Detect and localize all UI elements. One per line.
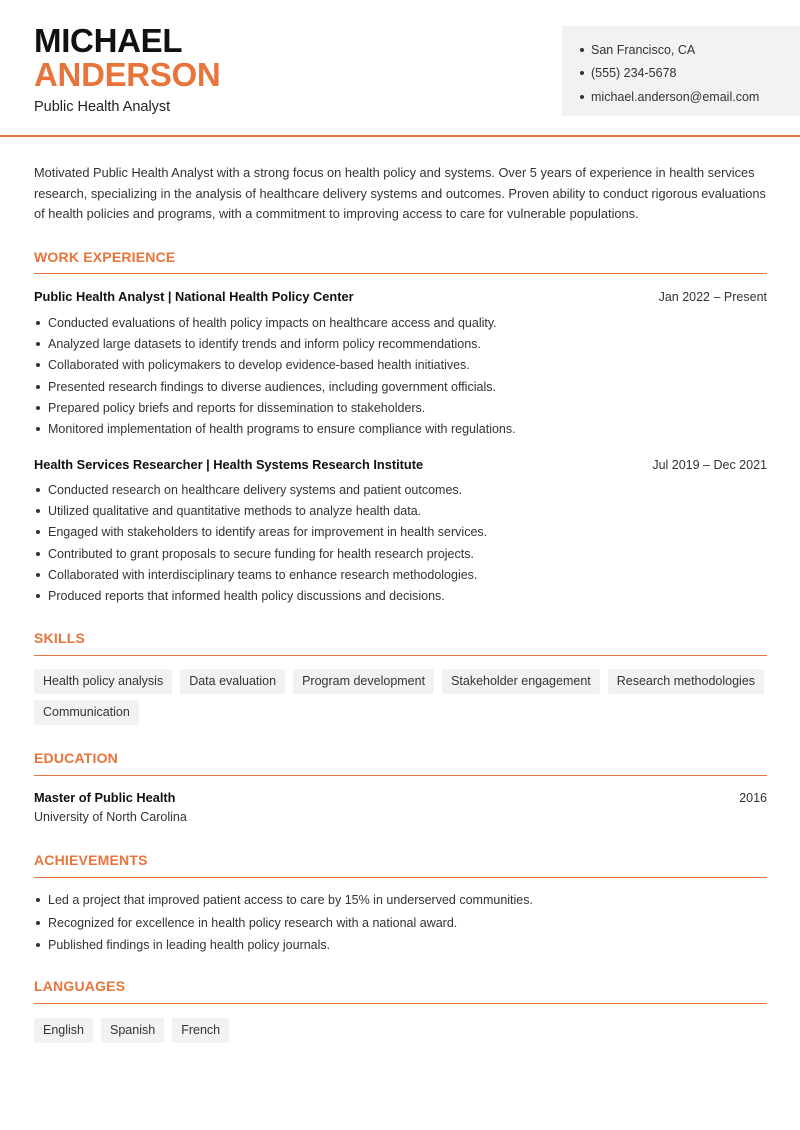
skill-tag: Communication — [34, 700, 139, 725]
section-divider — [34, 775, 767, 776]
list-item-text: Published findings in leading health policy journals. — [48, 938, 331, 953]
list-item — [34, 333, 767, 354]
job-dates: Jan 2022 – Present — [658, 290, 767, 304]
candidate-name — [34, 24, 220, 92]
list-item-text: Contributed to grant proposals to secure funding for health research projects. — [48, 546, 474, 561]
bullet-icon — [36, 530, 40, 534]
phone-text: (555) 234-5678 — [591, 66, 677, 81]
last-name: ANDERSON — [34, 56, 221, 93]
job-bullets — [34, 312, 767, 440]
skill-tag: Research methodologies — [608, 669, 764, 694]
bullet-icon — [36, 552, 40, 556]
list-item-text: Produced reports that informed health policy discussions and decisions. — [48, 589, 445, 604]
bullet-icon — [36, 594, 40, 598]
bullet-icon — [36, 406, 40, 410]
bullet-icon — [36, 573, 40, 577]
list-item-text: Collaborated with interdisciplinary teams to enhance research methodologies. — [48, 567, 478, 582]
section-title-work: WORK EXPERIENCE — [34, 249, 176, 265]
job-title: Public Health Analyst | National Health Policy Center — [34, 289, 354, 304]
list-item-text: Utilized qualitative and quantitative methods to analyze health data. — [48, 503, 422, 518]
job-title-subtitle: Public Health Analyst — [34, 99, 171, 115]
section-divider — [34, 655, 767, 656]
bullet-icon — [36, 488, 40, 492]
school-name: University of North Carolina — [34, 810, 187, 824]
bullet-icon — [36, 363, 40, 367]
list-item-text: Conducted research on healthcare delivery systems and patient outcomes. — [48, 482, 463, 497]
list-item — [34, 934, 767, 957]
list-item — [34, 585, 767, 606]
language-tag: Spanish — [101, 1018, 164, 1043]
bullet-icon — [36, 898, 40, 902]
list-item-text: Collaborated with policymakers to develop evidence-based health initiatives. — [48, 358, 470, 373]
first-name: MICHAEL — [34, 22, 183, 59]
job-dates: Jul 2019 – Dec 2021 — [652, 458, 767, 472]
skills-tags — [34, 669, 774, 731]
skill-tag: Stakeholder engagement — [442, 669, 600, 694]
contact-email — [580, 85, 782, 109]
bullet-icon — [36, 427, 40, 431]
location-text: San Francisco, CA — [591, 42, 696, 57]
bullet-icon — [36, 385, 40, 389]
contact-location — [580, 38, 782, 62]
bullet-icon — [36, 342, 40, 346]
bullet-icon — [580, 71, 584, 75]
bullet-icon — [580, 48, 584, 52]
section-divider — [34, 273, 767, 274]
bullet-icon — [36, 509, 40, 513]
list-item — [34, 543, 767, 564]
section-divider — [34, 877, 767, 878]
list-item — [34, 479, 767, 500]
list-item — [34, 500, 767, 521]
language-tag: English — [34, 1018, 93, 1043]
education-header — [34, 790, 767, 805]
section-title-education: EDUCATION — [34, 750, 118, 766]
list-item-text: Presented research findings to diverse audiences, including government officials. — [48, 379, 496, 394]
section-divider — [34, 1003, 767, 1004]
job-bullets — [34, 479, 767, 607]
resume-header — [0, 0, 800, 137]
list-item-text: Led a project that improved patient access to care by 15% in underserved communities. — [48, 893, 533, 908]
list-item — [34, 564, 767, 585]
contact-box — [562, 26, 800, 116]
list-item — [34, 522, 767, 543]
list-item-text: Conducted evaluations of health policy impacts on healthcare access and quality. — [48, 315, 497, 330]
list-item — [34, 889, 767, 912]
skill-tag: Program development — [293, 669, 434, 694]
list-item-text: Engaged with stakeholders to identify areas for improvement in health services. — [48, 525, 488, 540]
list-item-text: Prepared policy briefs and reports for dissemination to stakeholders. — [48, 400, 426, 415]
list-item — [34, 355, 767, 376]
email-text: michael.anderson@email.com — [591, 89, 760, 104]
list-item — [34, 418, 767, 439]
section-title-achievements: ACHIEVEMENTS — [34, 852, 148, 868]
profile-summary: Motivated Public Health Analyst with a strong focus on health policy and systems. Over 5 years of experience in health services research, specializing in the analysis of healthcare delivery systems and outcomes. Proven ability to conduct rigorous evaluations of health policies and programs, with a commitment to improving access to care for vulnerable populations. — [34, 165, 766, 222]
achievement-list — [34, 889, 767, 957]
graduation-year: 2016 — [739, 791, 767, 805]
language-tags — [34, 1018, 774, 1049]
job-header — [34, 289, 767, 304]
degree: Master of Public Health — [34, 790, 176, 805]
skill-tag: Health policy analysis — [34, 669, 172, 694]
section-title-languages: LANGUAGES — [34, 978, 126, 994]
bullet-icon — [36, 943, 40, 947]
bullet-icon — [36, 921, 40, 925]
list-item — [34, 397, 767, 418]
job-header — [34, 457, 767, 472]
job-title: Health Services Researcher | Health Systems Research Institute — [34, 457, 424, 472]
list-item-text: Analyzed large datasets to identify trends and inform policy recommendations. — [48, 336, 481, 351]
bullet-icon — [580, 95, 584, 99]
list-item — [34, 312, 767, 333]
list-item — [34, 376, 767, 397]
list-item — [34, 912, 767, 935]
section-title-skills: SKILLS — [34, 630, 85, 646]
contact-phone — [580, 62, 782, 86]
skill-tag: Data evaluation — [180, 669, 285, 694]
language-tag: French — [172, 1018, 229, 1043]
bullet-icon — [36, 321, 40, 325]
list-item-text: Monitored implementation of health programs to ensure compliance with regulations. — [48, 422, 516, 437]
list-item-text: Recognized for excellence in health policy research with a national award. — [48, 915, 458, 930]
